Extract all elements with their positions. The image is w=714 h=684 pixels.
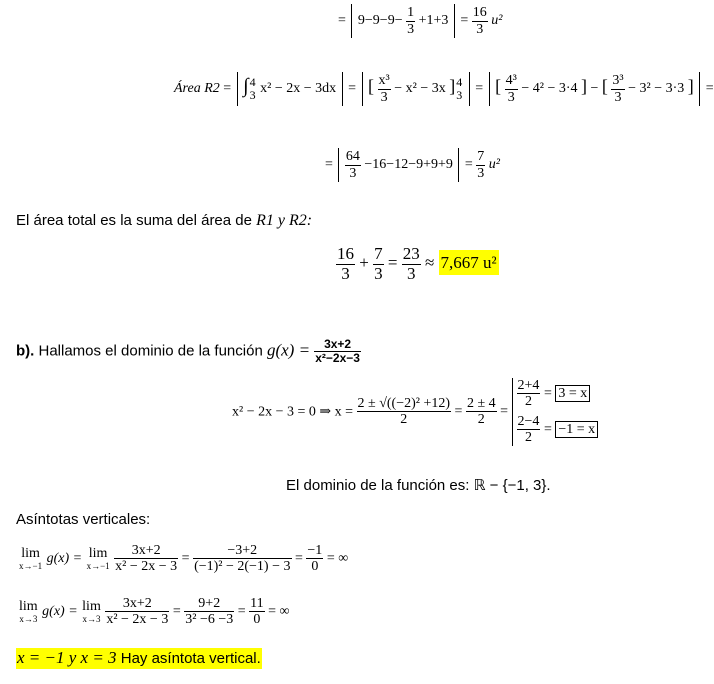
lim-text: lim <box>19 599 38 615</box>
quadratic-fraction <box>357 396 452 428</box>
equals-sign: = <box>338 13 346 29</box>
numerator: 4³ <box>505 73 517 89</box>
lim-operator <box>81 599 102 624</box>
minus-sign: − <box>590 81 599 97</box>
quadratic-line <box>232 378 598 446</box>
fraction <box>306 543 323 575</box>
equals-sign: = <box>543 421 552 437</box>
unit: u² <box>491 13 503 29</box>
limit-minus-1-line <box>18 543 348 575</box>
fraction-7-3 <box>476 149 485 181</box>
part-b-line <box>16 338 361 365</box>
abs-bar <box>237 72 238 106</box>
equals-sign: = <box>181 550 190 566</box>
denominator: 0 <box>253 612 261 628</box>
abs-bar <box>362 72 363 106</box>
numerator: 9+2 <box>184 596 234 612</box>
fraction-7-3 <box>373 245 384 283</box>
infinity-result: = ∞ <box>268 603 290 619</box>
function-g: g(x) = <box>42 603 78 619</box>
case-2 <box>517 414 599 446</box>
abs-bar <box>342 72 343 106</box>
limit-3-line <box>18 596 290 628</box>
numerator: −3+2 <box>193 543 291 559</box>
denominator: 3² −6 −3 <box>185 612 234 628</box>
denominator: 3 <box>341 263 350 283</box>
denominator: 3 <box>507 89 515 105</box>
denominator: 2 <box>477 412 485 428</box>
numerator: 23 <box>402 244 420 263</box>
simplified-fraction <box>466 396 497 428</box>
conclusion-text: Hay asíntota vertical. <box>116 650 261 667</box>
fraction-33-3 <box>611 73 624 105</box>
fraction <box>249 596 264 628</box>
upper-limit: 4 <box>456 74 463 89</box>
equals-sign: = <box>500 403 509 419</box>
lim-text: lim <box>21 546 40 562</box>
fraction-43-3 <box>505 73 518 105</box>
denominator: 3 <box>374 263 383 283</box>
conjunction: y <box>273 212 290 229</box>
plus-sign: + <box>359 253 369 273</box>
r1-result-line <box>338 4 503 38</box>
area-label: Área R2 <box>174 81 220 97</box>
case-1 <box>517 378 599 410</box>
equals-sign: = <box>223 81 232 97</box>
numerator: 11 <box>250 596 264 611</box>
equals-sign: = <box>295 550 303 566</box>
numerator: 7 <box>374 244 383 263</box>
numerator: 2+4 <box>517 378 540 393</box>
denominator: 3 <box>477 165 485 181</box>
fraction <box>193 543 291 575</box>
lower-limit: 3 <box>456 88 463 102</box>
fraction-one-third <box>406 5 415 37</box>
unit: u² <box>488 157 500 173</box>
denominator: (−1)² − 2(−1) − 3 <box>194 559 291 575</box>
integrand: x² − 2x − 3dx <box>260 81 337 97</box>
abs-bar <box>699 72 700 106</box>
numerator: 16 <box>472 5 487 21</box>
quadratic-lhs: x² − 2x − 3 = 0 ⇒ x = <box>232 404 354 420</box>
denominator: x² − 2x − 3 <box>106 612 169 628</box>
lim-text: lim <box>82 599 101 615</box>
lim-operator <box>18 599 39 624</box>
numerator: 16 <box>337 244 354 263</box>
fraction <box>105 596 169 628</box>
denominator: 2 <box>524 394 532 410</box>
denominator: x² − 2x − 3 <box>115 559 178 575</box>
denominator: 3 <box>476 21 484 37</box>
lim-text: lim <box>88 546 108 562</box>
integral-sign: ∫ <box>243 75 249 98</box>
lim-sub: x→−1 <box>19 560 43 571</box>
abs-bar <box>489 72 490 106</box>
numerator: 3³ <box>612 73 624 89</box>
infinity-result: = ∞ <box>326 550 349 566</box>
abs-bar <box>469 72 470 106</box>
denominator: 2 <box>524 430 532 446</box>
lim-sub: x→−1 <box>86 560 110 571</box>
conclusion-highlight <box>16 648 262 669</box>
fraction-64-3 <box>345 149 361 181</box>
r2-result-line <box>325 148 500 182</box>
equals-sign: = <box>237 603 246 619</box>
denominator: 3 <box>407 21 415 37</box>
numerator: 2 ± √((−2)² +12) <box>357 395 451 411</box>
numerator: 1 <box>407 5 415 21</box>
approx-sign: ≈ <box>424 253 435 273</box>
total-area-result: 7,667 u² <box>439 250 499 275</box>
root-3: 3 = x <box>555 385 590 402</box>
equals-sign: = <box>325 157 333 173</box>
numerator: 64 <box>345 149 360 165</box>
fraction-x3-3 <box>378 73 391 105</box>
numerator: 7 <box>477 149 485 165</box>
numerator: 3x+2 <box>114 543 178 559</box>
denominator: 3 <box>406 263 416 283</box>
equals-sign: = <box>543 386 552 402</box>
denominator: 3 <box>349 165 357 181</box>
denominator: 2 <box>400 412 408 428</box>
numerator: 2 ± 4 <box>466 395 496 411</box>
expression: 9−9−9− <box>357 13 403 29</box>
lim-sub: x→3 <box>82 613 101 624</box>
equals-sign: = <box>172 603 181 619</box>
region-r2: R2: <box>289 212 313 229</box>
abs-bar <box>454 4 455 38</box>
fraction-23-3 <box>402 245 421 283</box>
numerator: 2−4 <box>517 413 540 429</box>
function-fraction <box>314 338 361 365</box>
upper-limit: 4 <box>249 74 256 89</box>
case1-fraction <box>517 378 541 410</box>
expression: − 3² − 3·3 <box>628 81 685 97</box>
expression-tail: +1+3 <box>418 13 449 29</box>
fraction <box>184 596 234 628</box>
denominator: 0 <box>311 559 319 575</box>
asymptotes-heading: Asíntotas verticales: <box>16 511 151 528</box>
numerator: x³ <box>378 73 390 89</box>
root-minus-1: −1 = x <box>555 421 598 438</box>
case2-fraction <box>517 414 541 446</box>
area-r2-line: Área R2 = ∫ 4 3 x² − 2x − 3dx = [ $\frac{\text{x³}}{3}$ − x² − 3x ] 4 3 = [ $\frac{\text{4³}}{3}$ − 4² − 3·4 ] − [ $\frac{\text{3³}}{3}$ − 3² − 3·3 ] = <box>174 73 714 105</box>
conclusion-line <box>16 648 262 668</box>
conclusion-values: x = −1 y x = 3 <box>17 648 117 667</box>
domain-statement: El dominio de la función es: ℝ − {−1, 3}. <box>286 477 551 494</box>
equals-sign: = <box>464 157 473 173</box>
part-b-text: Hallamos el dominio de la función <box>34 342 267 360</box>
abs-bar <box>458 148 459 182</box>
denominator: 3 <box>614 89 622 105</box>
domain-text <box>286 476 551 494</box>
expression: − x² − 3x <box>394 81 446 97</box>
cases-brace <box>512 378 599 446</box>
total-text: El área total es la suma del área de <box>16 212 257 229</box>
equals-sign: = <box>475 81 484 97</box>
fraction <box>114 543 178 575</box>
part-b-label: b). <box>16 342 35 360</box>
numerator: 3x+2 <box>314 338 361 352</box>
equals-sign: = <box>460 13 469 29</box>
region-r1: R1 <box>256 212 274 229</box>
integral-limits <box>249 76 257 102</box>
expression: − 4² − 3·4 <box>521 81 578 97</box>
fraction-16-3 <box>472 5 488 37</box>
equals-sign: = <box>387 253 398 273</box>
abs-bar <box>338 148 339 182</box>
denominator: x²−2x−3 <box>315 351 360 366</box>
equals-sign: = <box>454 403 463 419</box>
eval-limits <box>455 76 463 102</box>
lim-operator <box>86 546 111 571</box>
expression-tail: −16−12−9+9+9 <box>364 157 453 173</box>
abs-bar <box>351 4 352 38</box>
numerator: −1 <box>307 543 323 558</box>
total-area-text <box>16 212 312 230</box>
lim-sub: x→3 <box>19 613 38 624</box>
equals-sign: = <box>348 81 357 97</box>
function-name: g(x) = <box>266 340 311 360</box>
numerator: 3x+2 <box>105 596 169 612</box>
asymptotes-title <box>16 511 150 528</box>
denominator: 3 <box>380 89 388 105</box>
equals-sign: = <box>705 81 714 97</box>
function-g: g(x) = <box>46 550 83 566</box>
lim-operator <box>18 546 43 571</box>
sum-line <box>336 245 499 283</box>
lower-limit: 3 <box>249 88 256 102</box>
fraction-16-3 <box>336 245 355 283</box>
